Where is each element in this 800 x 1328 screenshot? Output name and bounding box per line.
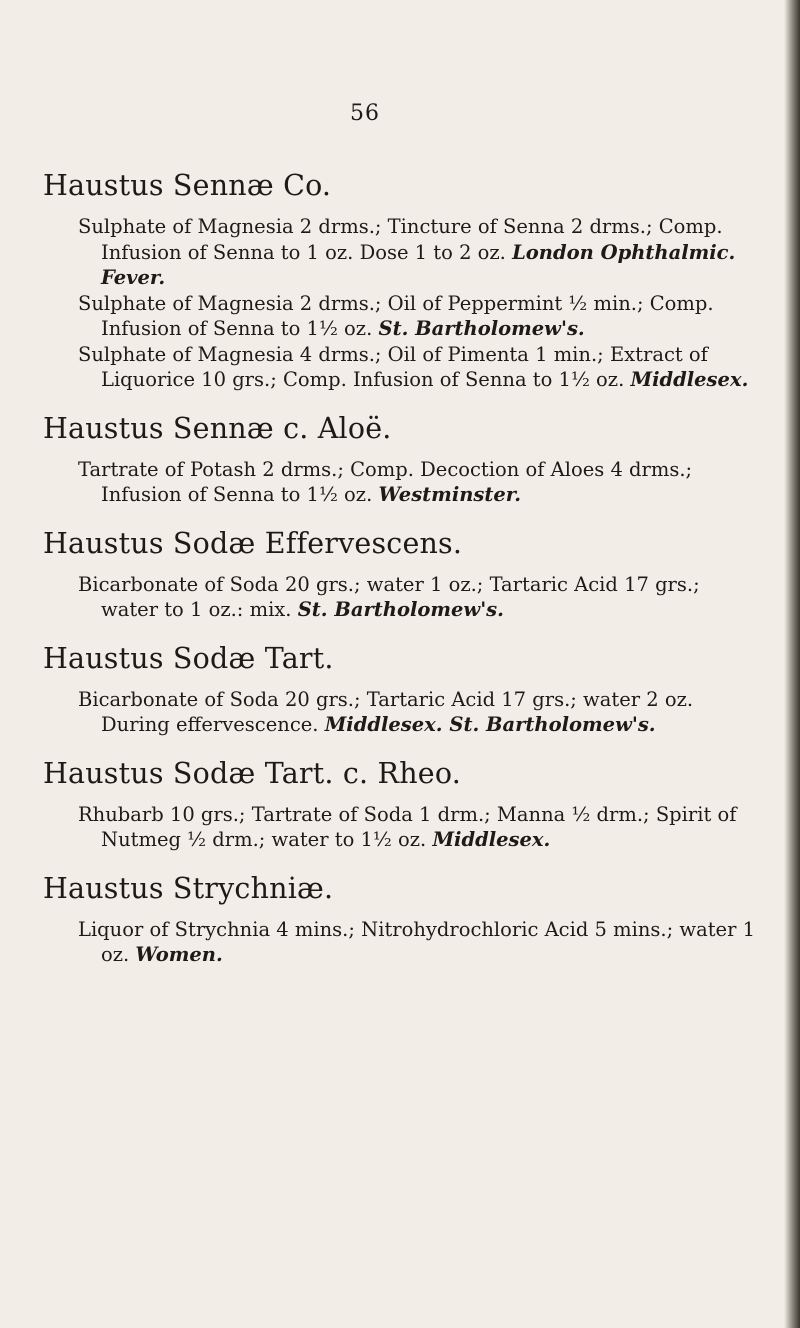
entry-body <box>40 802 760 853</box>
recipe-text: Bicarbonate of Soda 20 grs.; Tartaric Acid 17 grs.; water 2 oz. During effervescence. <box>78 687 694 736</box>
recipe-text: Sulphate of Magnesia 2 drms.; Tincture of Senna 2 drms.; Comp. Infusion of Senna to 1 oz. Dose 1 to 2 oz. <box>78 215 723 264</box>
entry-title: Haustus Strychniæ. <box>43 871 334 905</box>
entry-body <box>40 457 760 508</box>
hospital-reference: St. Bartholomew's. <box>378 317 585 340</box>
recipe-text: Sulphate of Magnesia 4 drms.; Oil of Pimenta 1 min.; Extract of Liquorice 10 grs.; Comp. Infusion of Senna to 1½ oz. <box>78 342 708 391</box>
entry <box>40 526 760 623</box>
recipe-text: Sulphate of Magnesia 2 drms.; Oil of Peppermint ½ min.; Comp. Infusion of Senna to 1½ oz. <box>78 291 714 340</box>
entry-title: Haustus Sodæ Tart. <box>43 641 334 675</box>
recipe-paragraph <box>78 342 760 393</box>
hospital-reference: Westminster. <box>378 483 522 506</box>
entry-body <box>40 214 760 393</box>
page-content <box>40 168 760 986</box>
entry <box>40 871 760 968</box>
recipe-paragraph <box>78 802 760 853</box>
hospital-reference: Middlesex. <box>432 828 551 851</box>
hospital-reference: Middlesex. <box>630 368 749 391</box>
entry-body <box>40 687 760 738</box>
recipe-paragraph <box>78 687 760 738</box>
entry-title: Haustus Sodæ Effervescens. <box>43 526 463 560</box>
recipe-paragraph <box>78 572 760 623</box>
hospital-reference: Middlesex. St. Bartholomew's. <box>324 713 656 736</box>
recipe-paragraph <box>78 457 760 508</box>
recipe-paragraph <box>78 214 760 291</box>
page-number: 56 <box>350 101 380 126</box>
recipe-text: Bicarbonate of Soda 20 grs.; water 1 oz.; Tartaric Acid 17 grs.; water to 1 oz.: mix. <box>78 572 700 621</box>
hospital-reference: Women. <box>135 943 223 966</box>
recipe-text: Tartrate of Potash 2 drms.; Comp. Decoction of Aloes 4 drms.; Infusion of Senna to 1½ oz. <box>78 457 693 506</box>
entry-title: Haustus Sodæ Tart. c. Rheo. <box>43 756 461 790</box>
entry <box>40 641 760 738</box>
hospital-reference: London Ophthalmic. Fever. <box>101 240 736 289</box>
recipe-paragraph <box>78 291 760 342</box>
entry <box>40 756 760 853</box>
recipe-text: Rhubarb 10 grs.; Tartrate of Soda 1 drm.; Manna ½ drm.; Spirit of Nutmeg ½ drm.; water to 1½ oz. <box>78 802 737 851</box>
recipe-text: Liquor of Strychnia 4 mins.; Nitrohydrochloric Acid 5 mins.; water 1 oz. <box>78 917 755 966</box>
entry <box>40 168 760 393</box>
entry-body <box>40 572 760 623</box>
entry-body <box>40 917 760 968</box>
recipe-paragraph <box>78 917 760 968</box>
entry <box>40 411 760 508</box>
hospital-reference: St. Bartholomew's. <box>297 598 504 621</box>
entry-title: Haustus Sennæ Co. <box>43 169 332 202</box>
entry-title: Haustus Sennæ c. Aloë. <box>43 411 392 445</box>
